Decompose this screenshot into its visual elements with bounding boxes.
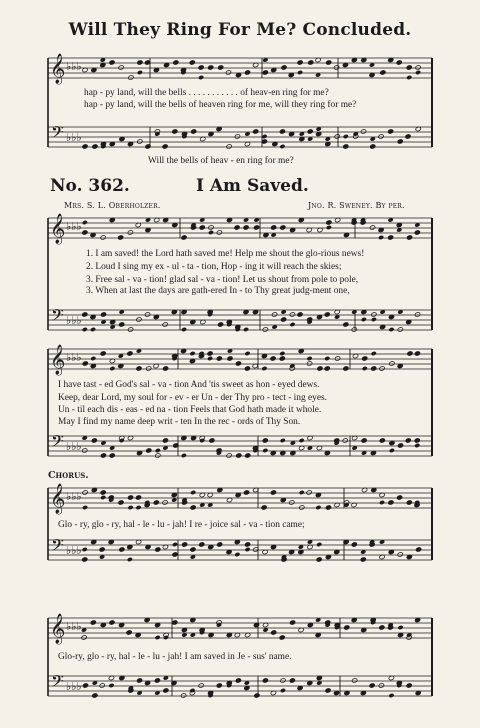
bass-note [180,693,186,698]
treble-note [137,60,143,65]
treble-note [334,356,340,361]
bass-note [334,134,340,139]
bass-note [324,312,330,317]
bass-note [397,327,403,332]
treble-note [326,60,332,65]
bass-note [280,678,286,683]
treble-note [271,225,277,230]
bass-clef-icon: 𝄢 [51,305,64,329]
bass-note [216,683,222,688]
treble-note [333,65,339,70]
bass-note [351,327,357,332]
key-signature-icon: ♭♭♭ [66,131,82,144]
bass-note [369,683,375,688]
bass-note [360,129,366,134]
bass-note [127,327,133,332]
bass-note [82,547,88,552]
bass-note [154,678,160,683]
bass-note [182,542,188,547]
bass-note [351,542,357,547]
bass-clef-icon: 𝄢 [51,671,64,695]
treble-note [100,351,106,356]
treble-note [208,225,214,230]
bass-note [316,542,322,547]
bass-note [244,547,250,552]
treble-note [297,60,303,65]
treble-note [406,65,412,70]
treble-note [406,500,412,505]
treble-note [137,70,143,75]
treble-note [244,366,250,371]
bass-note [397,443,403,448]
treble-note [324,366,330,371]
bass-note [243,327,249,332]
bass-note [119,547,125,552]
treble-note [379,625,385,630]
treble-note [397,495,403,500]
treble-note [343,366,349,371]
bass-note [226,453,232,458]
treble-note [371,366,377,371]
treble-note [406,235,412,240]
bass-note [262,327,268,332]
bass-note [162,322,168,327]
bass-note [405,134,411,139]
treble-note [189,351,195,356]
treble-note [371,351,377,356]
treble-note [271,630,277,635]
treble-note [326,225,332,230]
verse-1-line-a: 1. I am saved! the Lord hath saved me! Help me shout the glo-rious news! [86,249,365,259]
key-signature-icon: ♭♭♭ [66,440,82,453]
bass-note [299,438,305,443]
treble-note [181,235,187,240]
bass-note [281,317,287,322]
bass-note [181,453,187,458]
bass-note [172,542,178,547]
bass-note [289,312,295,317]
bass-note [172,129,178,134]
bass-note [82,557,88,562]
bass-note [279,129,285,134]
bass-note [244,542,250,547]
treble-note [127,495,133,500]
bass-note [307,129,313,134]
treble-note [261,366,267,371]
treble-note [190,490,196,495]
bass-note [262,438,268,443]
treble-note [388,500,394,505]
bass-note [397,552,403,557]
bass-note [361,438,367,443]
treble-note [396,60,402,65]
chorus-label: Chorus. [48,470,89,481]
treble-clef-icon: 𝄞 [50,214,66,244]
bass-note [253,129,259,134]
treble-note [190,505,196,510]
treble-note [126,630,132,635]
bass-note [388,327,394,332]
bass-note [371,312,377,317]
treble-note [261,505,267,510]
prev-lyric-1: hap - py land, will the bells . . . . . . . . . . . of heav-en ring for me? [84,88,329,98]
bass-note [370,144,376,149]
treble-clef-icon: 𝄞 [50,54,66,84]
bass-note [82,312,88,317]
key-signature-icon: ♭♭♭ [66,680,82,693]
bass-note [92,144,98,149]
verse-4-line-b: May I find my name deep writ - ten In the rec - ords of Thy Son. [58,417,301,427]
verse-4-line-a: 3. When at last the days are gath-ered In - to Thy great judg-ment one, [86,286,350,296]
bass-note [99,547,105,552]
treble-note [225,70,231,75]
bass-note [378,134,384,139]
treble-note [172,620,178,625]
treble-note [297,70,303,75]
treble-note [299,505,305,510]
treble-note [162,366,168,371]
treble-note [173,60,179,65]
bass-note [198,683,204,688]
hymn-number: No. 362. [50,176,130,196]
bass-note [145,144,151,149]
bass-note [262,448,268,453]
treble-note [379,500,385,505]
treble-note [270,490,276,495]
bass-note [119,322,125,327]
treble-note [208,230,214,235]
treble-note [82,220,88,225]
bass-note [234,552,240,557]
treble-note [379,366,385,371]
treble-note [109,366,115,371]
verse-1-line-b: I have tast - ed God's sal - va - tion And 'tis sweet as hon - eyed dews. [58,380,320,390]
treble-note [279,351,285,356]
bass-note [343,134,349,139]
bass-note [155,547,161,552]
treble-note [279,635,285,640]
treble-note [414,351,420,356]
treble-note [127,505,133,510]
bass-clef-icon: 𝄢 [51,431,64,455]
bass-note [190,547,196,552]
treble-note [280,225,286,230]
treble-note [289,500,295,505]
treble-note [216,230,222,235]
treble-note [198,75,204,80]
bass-note [397,139,403,144]
key-signature-icon: ♭♭♭ [66,351,82,364]
bass-note [217,322,223,327]
bass-note [226,144,232,149]
verse-3-line-a: 3. Free sal - va - tion! glad sal - va - tion! Let us shout from pole to pole, [86,275,359,285]
treble-note [326,220,332,225]
treble-note [262,70,268,75]
treble-note [389,361,395,366]
treble-note [100,490,106,495]
treble-note [407,351,413,356]
treble-note [127,351,133,356]
bass-note [289,322,295,327]
treble-note [362,366,368,371]
treble-clef-icon: 𝄞 [50,345,66,375]
bass-note [100,312,106,317]
bass-note [127,557,133,562]
treble-note [82,230,88,235]
prev-lyric-2: hap - py land, will the bells of heaven ring for me, will they ring for me? [84,100,357,110]
bass-note [316,557,322,562]
bass-note [297,312,303,317]
treble-note [109,60,115,65]
bass-note [414,438,420,443]
treble-note [415,70,421,75]
treble-note [118,235,124,240]
prev-lyric-3: Will the bells of heav - en ring for me? [148,156,294,166]
bass-note [360,557,366,562]
bass-note [162,438,168,443]
treble-note [244,351,250,356]
bass-note [172,552,178,557]
bass-note [379,438,385,443]
bass-note [272,312,278,317]
bass-note [209,438,215,443]
bass-note [162,144,168,149]
bass-note [181,327,187,332]
bass-clef-icon: 𝄢 [51,535,64,559]
bass-note [90,327,96,332]
treble-note [135,505,141,510]
hymn-author: Mrs. S. L. Oberholzer. [64,201,161,210]
treble-note [100,495,106,500]
bass-note [191,129,197,134]
bass-note [280,438,286,443]
treble-note [306,356,312,361]
bass-note [342,438,348,443]
bass-note [108,683,114,688]
treble-note [90,356,96,361]
treble-note [243,490,249,495]
treble-note [90,620,96,625]
treble-note [162,500,168,505]
treble-note [253,225,259,230]
treble-note [378,235,384,240]
key-signature-icon: ♭♭♭ [66,620,82,633]
chorus-line-1: Glo - ry, glo - ry, hal - le - lu - jah! I re - joice sal - va - tion came; [58,520,305,530]
treble-note [315,505,321,510]
treble-note [306,361,312,366]
bass-note [280,688,286,693]
bass-note [343,144,349,149]
treble-note [118,500,124,505]
bass-note [144,312,150,317]
treble-note [324,356,330,361]
bass-note [82,144,88,149]
treble-clef-icon: 𝄞 [50,484,66,514]
bass-note [325,688,331,693]
bass-note [279,144,285,149]
treble-note [362,356,368,361]
treble-note [198,65,204,70]
bass-note [82,683,88,688]
key-signature-icon: ♭♭♭ [66,544,82,557]
treble-note [128,75,134,80]
bass-note [163,688,169,693]
key-signature-icon: ♭♭♭ [66,314,82,327]
treble-note [317,366,323,371]
bass-note [136,678,142,683]
bass-note [199,542,205,547]
treble-note [207,351,213,356]
bass-note [343,322,349,327]
verse-2-line-a: 2. Loud I sing my ex - ul - ta - tion, Hop - ing it will reach the skies; [86,262,342,272]
verse-3-line-b: Un - til each dis - eas - ed na - tion Feels that God hath made it whole. [58,405,322,415]
treble-note [127,230,133,235]
treble-note [189,60,195,65]
bass-note [109,453,115,458]
bass-clef-icon: 𝄢 [51,122,64,146]
treble-note [199,225,205,230]
bass-note [92,693,98,698]
bass-note [414,312,420,317]
bass-note [388,693,394,698]
treble-note [308,60,314,65]
verse-2-line-b: Keep, dear Lord, my soul for - ev - er Un - der Thy pro - tect - ing eyes. [58,393,328,403]
bass-note [100,453,106,458]
bass-note [361,317,367,322]
treble-note [415,65,421,70]
bass-note [155,453,161,458]
treble-note [397,625,403,630]
bass-note [234,134,240,139]
treble-note [146,366,152,371]
treble-note [207,356,213,361]
treble-note [243,225,249,230]
treble-note [218,65,224,70]
treble-note [325,505,331,510]
treble-note [289,620,295,625]
bass-note [406,683,412,688]
treble-note [279,356,285,361]
bass-note [415,547,421,552]
bass-note [137,139,143,144]
treble-note [306,490,312,495]
treble-note [369,225,375,230]
treble-note [135,495,141,500]
bass-note [235,678,241,683]
bass-note [136,317,142,322]
bass-note [82,327,88,332]
treble-note [216,356,222,361]
treble-note [388,235,394,240]
key-signature-icon: ♭♭♭ [66,220,82,233]
bass-note [245,453,251,458]
treble-note [344,625,350,630]
treble-note [82,490,88,495]
bass-note [414,443,420,448]
bass-note [371,317,377,322]
treble-note [82,505,88,510]
treble-note [227,356,233,361]
bass-note [378,683,384,688]
bass-note [217,542,223,547]
key-signature-icon: ♭♭♭ [66,490,82,503]
bass-note [99,683,105,688]
hymn-title: I Am Saved. [196,176,309,196]
bass-note [352,678,358,683]
bass-note [82,448,88,453]
treble-note [234,225,240,230]
bass-note [389,448,395,453]
bass-note [236,453,242,458]
treble-note [154,635,160,640]
treble-note [380,70,386,75]
chorus-line-2: Glo-ry, glo - ry, hal - le - lu - jah! I am saved in Je - sus' name. [58,652,292,662]
hymn-composer: Jno. R. Sweney. By per. [308,201,405,210]
bass-note [262,678,268,683]
treble-note [244,70,250,75]
key-signature-icon: ♭♭♭ [66,60,82,73]
treble-note [299,490,305,495]
treble-clef-icon: 𝄞 [50,614,66,644]
treble-note [136,366,142,371]
treble-note [270,356,276,361]
treble-note [81,635,87,640]
previous-hymn-title: Will They Ring For Me? Concluded. [68,20,412,40]
treble-note [414,230,420,235]
bass-note [155,448,161,453]
treble-note [406,75,412,80]
treble-note [118,65,124,70]
treble-note [100,235,106,240]
bass-note [91,438,97,443]
treble-note [208,65,214,70]
